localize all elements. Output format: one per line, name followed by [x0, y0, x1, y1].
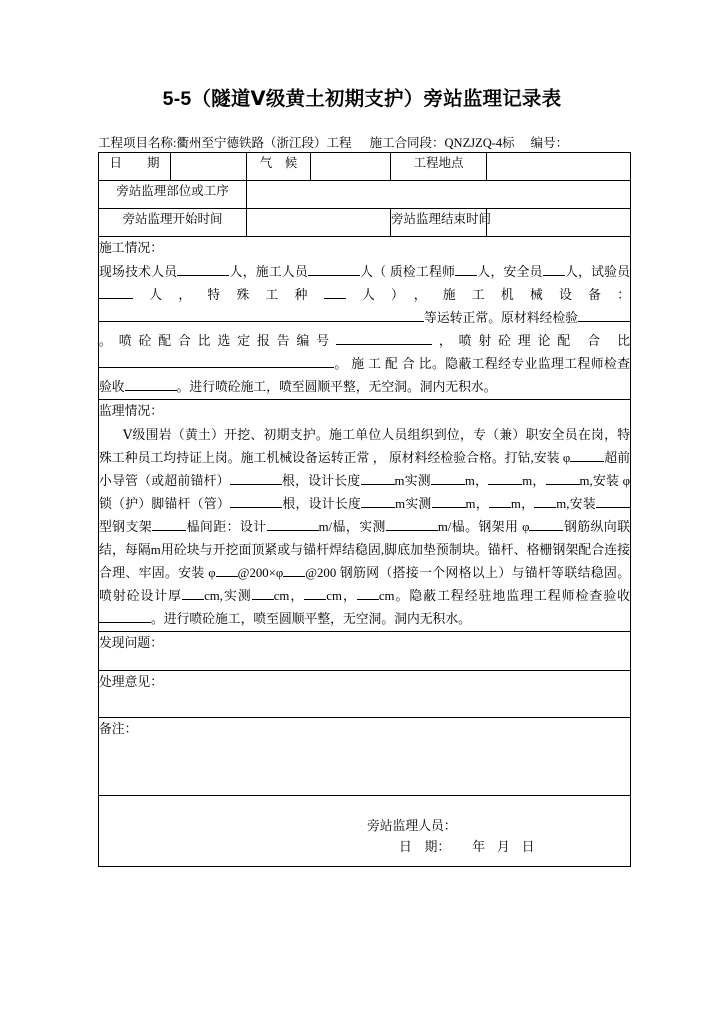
- end-time-value[interactable]: [487, 209, 631, 237]
- construction-line1-e: 人，试验员: [564, 265, 631, 279]
- construction-line1-c: 人（ 质检工程师: [360, 265, 456, 279]
- shotcrete-measured-2-blank[interactable]: [304, 599, 326, 600]
- construction-line3-c: ，喷射砼理论: [431, 334, 558, 348]
- resident-engineer-acceptance-blank[interactable]: [99, 622, 151, 623]
- date-label: 日 期: [99, 153, 171, 181]
- construction-line6: 内无积水。: [432, 380, 497, 394]
- anchor-count-blank[interactable]: [230, 507, 282, 508]
- table-row-date-weather-location: [99, 153, 631, 181]
- construction-heading: 施工情况：: [99, 241, 163, 255]
- supervision-p1-e: m，: [464, 474, 489, 488]
- signature-month-label: 月: [496, 840, 510, 854]
- issues-heading: 发现问题：: [99, 636, 163, 650]
- supervision-p3-e: cm，: [273, 589, 305, 603]
- construction-line2-b: 人），施工机械设备：: [345, 288, 631, 302]
- mix-report-no-blank[interactable]: [336, 344, 432, 345]
- signature-year-label: 年: [472, 840, 485, 854]
- page-title: 5-5（隧道Ⅴ级黄土初期支护）旁站监理记录表: [162, 88, 562, 110]
- end-time-label: 旁站监理结束时间: [391, 209, 487, 237]
- steel-frame-type-blank[interactable]: [596, 507, 630, 508]
- contract-section-value: QNZJZQ-4标: [444, 136, 515, 150]
- signature-block: [99, 796, 630, 858]
- qc-engineer-blank[interactable]: [455, 275, 477, 276]
- supervision-p1-b: 超前小导管（或超前锚杆）: [99, 451, 631, 488]
- supervision-p3-f: cm，: [326, 589, 357, 603]
- pipe-design-length-blank[interactable]: [361, 484, 395, 485]
- supervision-p2-f: m,安装: [556, 497, 596, 511]
- pipe-measured-2-blank[interactable]: [488, 484, 522, 485]
- start-time-label: 旁站监理开始时间: [99, 209, 247, 237]
- supervision-p1-g: m,安装 φ: [579, 474, 630, 488]
- anchor-design-length-blank[interactable]: [361, 507, 395, 508]
- table-row-signature: [99, 796, 631, 867]
- supervision-p3-h: 。进行喷砼施工，喷至圆顺平整，无空洞。洞内无积水。: [151, 612, 471, 626]
- table-row-issues: [99, 632, 631, 671]
- table-row-construction-situation: [99, 237, 631, 400]
- supervision-p1-d: m实测: [394, 474, 431, 488]
- opinion-cell[interactable]: [99, 671, 631, 718]
- supervision-p2-e: m，: [510, 497, 535, 511]
- supervision-p2-a: 锁（护）脚锚杆（管）: [99, 497, 231, 511]
- supervision-p3-b: @200×φ: [237, 566, 284, 580]
- supervision-p3: m用砼块与开挖面顶紧或与锚杆焊结稳固,脚底加垫预制块。锚杆、格栅钢架配合连接合理、牢固。安装 φ: [99, 543, 631, 580]
- special-trade-blank[interactable]: [324, 298, 346, 299]
- supervision-p2-b: 根，设计长度: [282, 497, 362, 511]
- construction-line1-f: 人，: [133, 288, 208, 302]
- pipe-measured-1-blank[interactable]: [431, 484, 465, 485]
- opinion-heading: 处理意见：: [99, 675, 163, 689]
- start-time-value[interactable]: [247, 209, 391, 237]
- shotcrete-design-thickness-blank[interactable]: [182, 599, 204, 600]
- shotcrete-measured-1-blank[interactable]: [252, 599, 274, 600]
- project-name-value: 衢州至宁德铁路（浙江段）工程: [176, 136, 352, 150]
- supervision-p2-d: m，: [465, 497, 489, 511]
- construction-line1-d: 人，安全员: [477, 265, 543, 279]
- construction-line3-b: 。喷砼配合比选定报告编号: [99, 334, 336, 348]
- supervision-p2-c: m实测: [395, 497, 432, 511]
- table-row-position-process: [99, 181, 631, 209]
- anchor-measured-1-blank[interactable]: [432, 507, 466, 508]
- material-inspection-blank[interactable]: [578, 321, 630, 322]
- supervision-p2-i: m/榀，实测: [318, 520, 386, 534]
- supervision-p2-g: 型钢支架: [99, 520, 153, 534]
- construction-line5-a: 。隐蔽工程经专业监理工程师检查验收: [99, 357, 631, 394]
- document-subheader: [98, 133, 630, 151]
- serial-number-label: 编号：: [530, 136, 569, 150]
- table-row-supervision-situation: [99, 400, 631, 632]
- supervision-p3-c: @200 钢筋网（搭接一个网格以上）与锚杆等联结稳固。喷射砼设计厚: [99, 566, 630, 603]
- construction-line5-b: 。进行喷砼施工，喷至圆顺平整，无空洞。洞: [176, 380, 433, 394]
- position-or-process-label: 旁站监理部位或工序: [99, 181, 247, 209]
- supervision-p2-j: m/榀。钢架用 φ: [437, 520, 530, 534]
- date-value[interactable]: [171, 153, 247, 181]
- concealed-work-blank[interactable]: [125, 390, 177, 391]
- supervision-p1-c: 根，设计长度: [281, 474, 361, 488]
- construction-situation-cell[interactable]: [99, 237, 631, 400]
- position-or-process-value[interactable]: [247, 181, 631, 209]
- mesh-diameter-1-blank[interactable]: [216, 576, 238, 577]
- signature-date-label: 日 期：: [399, 840, 451, 854]
- remark-cell[interactable]: [99, 718, 631, 796]
- issues-cell[interactable]: [99, 632, 631, 671]
- construction-line1-b: 人，施工人员: [229, 265, 308, 279]
- table-row-opinion: [99, 671, 631, 718]
- supervision-p3-g: cm。隐蔽工程经驻地监理工程师检查验收: [378, 589, 630, 603]
- supervision-p1-f: m，: [522, 474, 546, 488]
- supervision-situation-cell[interactable]: [99, 400, 631, 632]
- machinery-blank[interactable]: [99, 321, 424, 322]
- supervision-p3-d: cm,实测: [204, 589, 252, 603]
- location-label: 工程地点: [391, 153, 487, 181]
- supervision-body: [99, 424, 630, 631]
- safety-officer-blank[interactable]: [543, 275, 565, 276]
- anchor-measured-3-blank[interactable]: [534, 507, 556, 508]
- frame-spacing-blank[interactable]: [152, 530, 186, 531]
- anchor-measured-2-blank[interactable]: [489, 507, 511, 508]
- design-spacing-blank[interactable]: [267, 530, 319, 531]
- signature-cell[interactable]: [99, 796, 631, 867]
- pipe-diameter-blank[interactable]: [570, 461, 604, 462]
- construction-line4-a: 配 合 比: [557, 334, 630, 348]
- tester-blank[interactable]: [99, 298, 133, 299]
- table-row-times: [99, 209, 631, 237]
- location-value[interactable]: [487, 153, 631, 181]
- shotcrete-measured-3-blank[interactable]: [357, 599, 379, 600]
- construction-line4-b: 。 施 工 配 合 比: [334, 357, 432, 371]
- tech-staff-blank[interactable]: [177, 275, 229, 276]
- construction-line1-a: 现场技术人员: [99, 265, 178, 279]
- weather-value[interactable]: [311, 153, 391, 181]
- construction-line2-a: 特殊工种: [207, 288, 324, 302]
- pipe-measured-3-blank[interactable]: [546, 484, 580, 485]
- pipe-count-blank[interactable]: [230, 484, 282, 485]
- contract-section-label: 施工合同段：: [369, 136, 445, 150]
- remark-heading: 备注：: [99, 722, 138, 736]
- supervisor-signature-label: 旁站监理人员：: [367, 819, 457, 833]
- rebar-diameter-blank[interactable]: [529, 530, 563, 531]
- supervision-p1-a: Ⅴ级围岩（黄土）开挖、初期支护。施工单位人员组织到位，专（兼）职安全员在岗，特殊工种员工均持证上岗。施工机械设备运转正常 ， 原材料经检验合格。打钻,安装 φ: [99, 428, 630, 465]
- supervision-heading: 监理情况：: [99, 404, 163, 418]
- weather-label: 气 候: [247, 153, 311, 181]
- measured-spacing-blank[interactable]: [386, 530, 438, 531]
- mesh-diameter-2-blank[interactable]: [283, 576, 305, 577]
- table-row-remark: [99, 718, 631, 796]
- construction-line3-a: 运转正常。原材料经检验: [436, 311, 579, 325]
- supervision-p2-h: 榀间距：设计: [186, 520, 267, 534]
- supervision-p2-k: 钢筋纵向联结，每隔: [99, 520, 631, 557]
- worker-count-blank[interactable]: [308, 275, 360, 276]
- theoretical-mix-blank[interactable]: [99, 367, 334, 368]
- signature-day-label: 日: [521, 840, 535, 854]
- construction-body: [99, 261, 630, 399]
- supervision-record-table: [98, 152, 631, 867]
- signature-date-line: [99, 837, 630, 858]
- project-name-label: 工程项目名称:: [98, 136, 177, 150]
- construction-line2-c: 等: [424, 311, 437, 325]
